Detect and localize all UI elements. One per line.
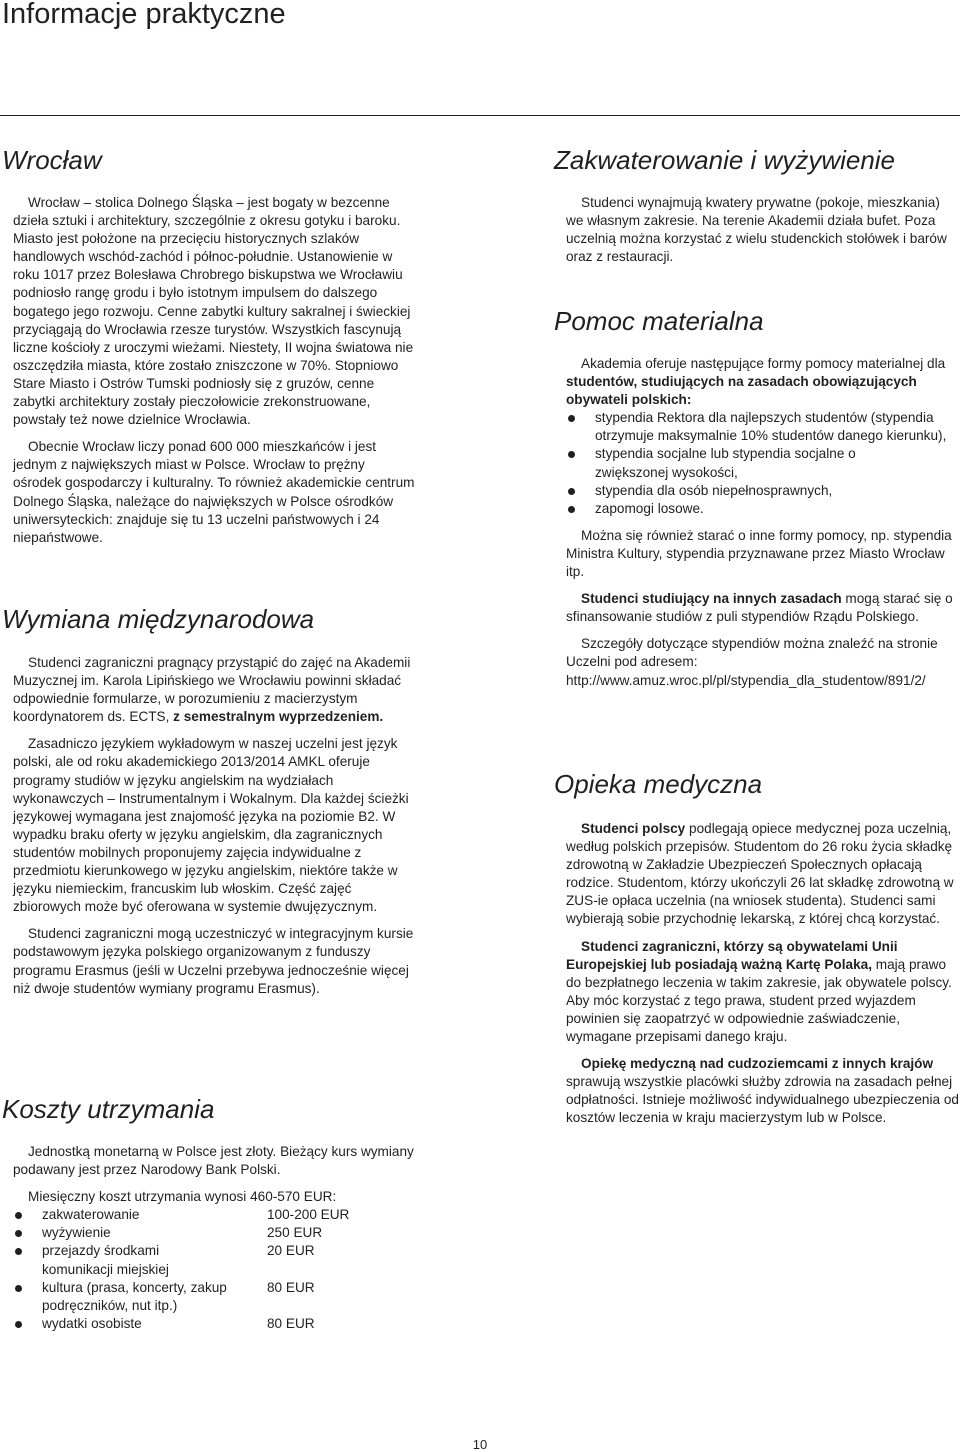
aid-list-item: stypendia dla osób niepełnosprawnych, [566, 482, 958, 500]
aid-paragraph-3 [566, 590, 958, 626]
medical-paragraph-3 [566, 1055, 960, 1127]
housing-section [566, 194, 958, 266]
cost-item-name: przejazdy środkami komunikacji miejskiej [42, 1243, 169, 1277]
exchange-paragraph-2: Zasadniczo językiem wykładowym w naszej uczelni jest język polski, ale od roku akademickiego 2013/2014 AMKL oferuje programy studiów w języku angielskim na wydziałach wykonawczych – Instrumentalnym i Wokalnym. Dla każdej ścieżki językowej wymagana jest znajomość języka na poziomie B2. W wypadku braku oferty w języku angielskim, dla zagranicznych studentów mobilnych proponujemy zajęcia indywidualne z przedmiotu kierunkowego w języku angielskim, niektóre także w języku niemieckim, francuskim lub włoskim. Część zajęć zbiorowych może być oferowana w systemie dwujęzycznym. [13, 736, 409, 915]
aid-section [566, 355, 958, 690]
wroclaw-section [13, 194, 415, 547]
cost-item-value: 20 EUR [267, 1243, 315, 1259]
wroclaw-paragraph-2: Obecnie Wrocław liczy ponad 600 000 mieszkańców i jest jednym z największych miast w Polsce. Wrocław to prężny ośrodek gospodarczy i kulturalny. To również akademickie centrum Dolnego Śląska, należące do największych w Polsce ośrodków uniwersyteckich: znajduje się tu 13 uczelni państwowych i 24 niepaństwowe. [13, 439, 415, 545]
cost-item-name: kultura (prasa, koncerty, zakup podręczników, nut itp.) [42, 1279, 227, 1313]
housing-paragraph-1: Studenci wynajmują kwatery prywatne (pokoje, mieszkania) we własnym zakresie. Na terenie Akademii działa bufet. Poza uczelnią można korzystać z wielu studenckich stołówek i barów oraz z restauracji. [566, 195, 947, 265]
cost-item-value: 80 EUR [267, 1279, 315, 1295]
aid-paragraph-3-text: mogą starać się o sfinansowanie studiów z puli stypendiów Rządu Polskiego. [566, 591, 953, 625]
cost-item [13, 1315, 415, 1333]
exchange-paragraph-1-bold: z semestralnym wyprzedzeniem. [173, 709, 384, 725]
scholarship-link[interactable]: http://www.amuz.wroc.pl/pl/stypendia_dla_studentow/891/2/ [566, 672, 926, 688]
cost-item [13, 1279, 415, 1315]
medical-section [566, 820, 960, 1128]
aid-paragraph-1-text: Akademia oferuje następujące formy pomocy materialnej dla [581, 356, 946, 371]
section-heading-housing: Zakwaterowanie i wyżywienie [554, 145, 896, 175]
section-heading-wroclaw: Wrocław [2, 145, 102, 175]
page-title: Informacje praktyczne [2, 0, 286, 30]
cost-item-name: zakwaterowanie [42, 1207, 140, 1223]
cost-item-value: 250 EUR [267, 1225, 323, 1241]
exchange-section [13, 654, 415, 998]
header-divider [0, 115, 960, 116]
cost-item [13, 1224, 415, 1242]
aid-list [566, 409, 958, 518]
aid-paragraph-2: Można się również starać o inne formy pomocy, np. stypendia Ministra Kultury, stypendia przyznawane przez Miasto Wrocław itp. [566, 527, 952, 580]
aid-paragraph-4: Szczegóły dotyczące stypendiów można znaleźć na stronie Uczelni pod adresem: [566, 636, 938, 670]
cost-item-value: 80 EUR [267, 1315, 315, 1331]
page-number: 10 [472, 1437, 488, 1452]
medical-paragraph-3-bold: Opiekę medyczną nad cudzoziemcami z innych krajów [581, 1056, 934, 1072]
medical-paragraph-1-bold: Studenci polscy [581, 821, 686, 836]
cost-item-name: wyżywienie [42, 1225, 111, 1241]
exchange-paragraph-3: Studenci zagraniczni mogą uczestniczyć w integracyjnym kursie podstawowym języka polskiego organizowanym z funduszy programu Erasmus (jeśli w Uczelni przebywa jednocześnie więcej niż dwoje studentów wymiany programu Erasmus). [13, 926, 414, 996]
medical-paragraph-3-text: sprawują wszystkie placówki służby zdrowia na zasadach pełnej odpłatności. Istnieje możliwość indywidualnego ubezpieczenia od kosztów leczenia w kraju macierzystym lub w Polsce. [566, 1074, 959, 1126]
cost-item [13, 1206, 415, 1224]
medical-paragraph-1-text: podlegają opiece medycznej poza uczelnią, według polskich przepisów. Studentom do 26 roku życia składkę zdrowotną w Zakładzie Ubezpieczeń Społecznych opłacają rodzice. Studentom, którzy ukończyli 26 lat składkę zdrowotną w ZUS-ie opłaca uczelnia (na wniosek studenta). Studenci sami wybierają sobie przychodnię lekarską, z której chcą korzystać. [566, 821, 954, 927]
aid-paragraph-3-bold: Studenci studiujący na innych zasadach [581, 591, 842, 607]
costs-list [13, 1206, 415, 1333]
cost-item-name: wydatki osobiste [42, 1315, 142, 1331]
medical-paragraph-2-text: mają prawo do bezpłatnego leczenia w takim zakresie, jak obywatele polscy. Aby móc korzystać z tego prawa, student przed wyjazdem powinien się zaopatrzyć w odpowiednie zaświadczenie, wymagane przepisami danego kraju. [566, 956, 952, 1045]
cost-item [13, 1242, 415, 1278]
aid-list-item: zapomogi losowe. [566, 500, 958, 518]
aid-list-item: stypendia socjalne lub stypendia socjalne o zwiększonej wysokości, [566, 445, 958, 481]
section-heading-exchange: Wymiana międzynarodowa [2, 604, 315, 634]
aid-paragraph-1 [566, 355, 958, 409]
medical-paragraph-2-bold: Studenci zagraniczni, którzy są obywatelami Unii Europejskiej lub posiadają ważną Kartę Polaka, [566, 938, 898, 972]
section-heading-medical: Opieka medyczna [554, 769, 763, 799]
wroclaw-paragraph-1: Wrocław – stolica Dolnego Śląska – jest bogaty w bezcenne dzieła sztuki i architektury, szczególnie z okresu gotyku i baroku. Miasto jest położone na przecięciu historycznych szlaków handlowych wschód-zachód i północ-południe. Ustanowienie w roku 1017 przez Bolesława Chrobrego biskupstwa we Wrocławiu podniosło rangę grodu i było istotnym impulsem do dalszego bogatego jego rozwoju. Cenne zabytki kultury sakralnej i świeckiej przyciągają do Wrocławia rzesze turystów. Wszystkich fascynują liczne kościoły z uroczymi wieżami. Niestety, II wojna światowa nie oszczędziła miasta, które zostało zniszczone w 70%. Stopniowo Stare Miasto i Ostrów Tumski podniosły się z gruzów, cenne zabytki architektury zostały pieczołowicie zrekonstruowane, powstały też nowe dzielnice Wrocławia. [13, 195, 414, 428]
costs-paragraph-1: Jednostką monetarną w Polsce jest złoty. Bieżący kurs wymiany podawany jest przez Narodowy Bank Polski. [13, 1144, 414, 1178]
section-heading-aid: Pomoc materialna [554, 306, 764, 336]
costs-intro: Miesięczny koszt utrzymania wynosi 460-570 EUR: [28, 1189, 337, 1205]
aid-list-item: stypendia Rektora dla najlepszych studentów (stypendia otrzymuje maksymalnie 10% studentów danego kierunku), [566, 409, 958, 445]
aid-paragraph-1-bold: studentów, studiujących na zasadach obowiązujących obywateli polskich: [566, 374, 917, 408]
cost-item-value: 100-200 EUR [267, 1207, 350, 1223]
medical-paragraph-1 [566, 820, 960, 929]
exchange-paragraph-1-text: Studenci zagraniczni pragnący przystąpić do zajęć na Akademii Muzycznej im. Karola Lipińskiego we Wrocławiu powinni składać odpowiednie formularze, w porozumieniu z macierzystym koordynatorem ds. ECTS, [13, 655, 411, 725]
section-heading-costs: Koszty utrzymania [2, 1094, 215, 1124]
exchange-paragraph-1 [13, 654, 415, 726]
medical-paragraph-2 [566, 938, 960, 1047]
costs-section [13, 1143, 415, 1333]
